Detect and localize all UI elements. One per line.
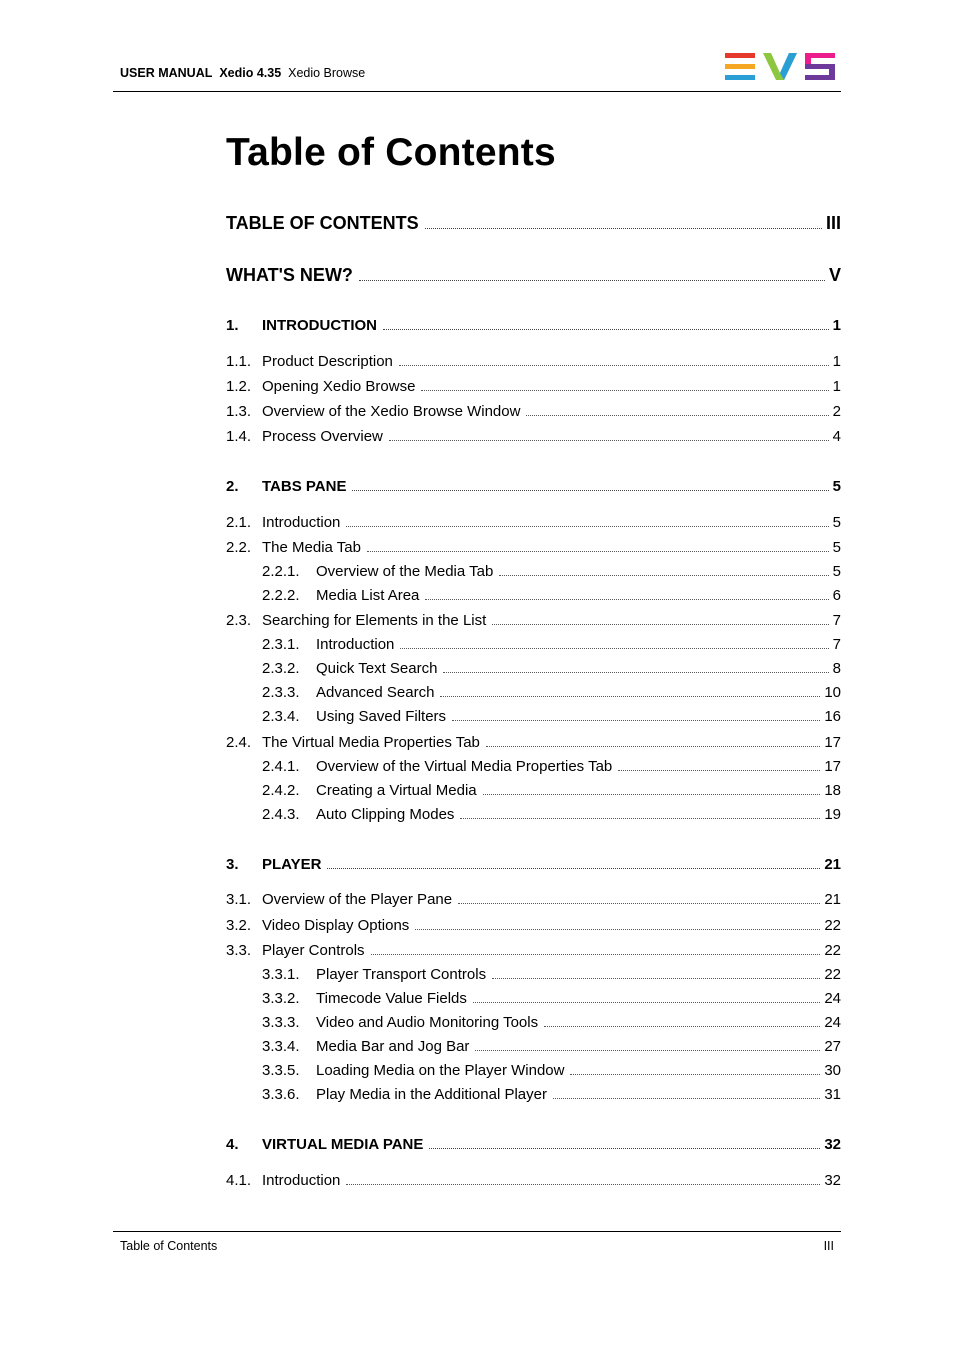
header-product: Xedio 4.35	[219, 66, 282, 80]
toc-entry-number: 2.4.2.	[262, 782, 300, 799]
toc-entry-number: 3.3.3.	[262, 1014, 300, 1031]
toc-entry[interactable]	[226, 563, 841, 580]
toc-leader-dots	[443, 671, 828, 673]
toc-leader-dots	[425, 598, 828, 600]
toc-entry[interactable]	[226, 378, 841, 395]
toc-entry-number: 1.4.	[226, 428, 252, 445]
toc-leader-dots	[452, 719, 820, 721]
toc-leader-dots	[526, 414, 828, 416]
toc-leader-dots	[570, 1073, 820, 1075]
toc-entry[interactable]	[226, 734, 841, 751]
toc-entry-title: Video and Audio Monitoring Tools	[316, 1014, 539, 1031]
toc-entry-title: Product Description	[262, 353, 393, 370]
page-header	[113, 0, 841, 92]
toc-entry-title: VIRTUAL MEDIA PANE	[262, 1136, 424, 1153]
toc-entry-title: The Media Tab	[262, 539, 361, 556]
toc-entry[interactable]	[226, 1014, 841, 1031]
toc-entry-page: 1	[832, 317, 841, 334]
toc-entry-page: 17	[824, 758, 841, 775]
toc-leader-dots	[327, 867, 820, 869]
toc-entry[interactable]	[226, 966, 841, 983]
toc-leader-dots	[400, 647, 828, 649]
page-title: Table of Contents	[226, 131, 556, 174]
toc-entry[interactable]	[226, 1062, 841, 1079]
toc-entry-title: Overview of the Xedio Browse Window	[262, 403, 521, 420]
toc-entry-title: Media List Area	[316, 587, 420, 604]
toc-entry-number: 3.3.	[226, 942, 252, 959]
toc-entry-page: 2	[832, 403, 841, 420]
toc-entry-title: Video Display Options	[262, 917, 410, 934]
toc-entry-title: Introduction	[262, 514, 341, 531]
toc-entry-number: 1.	[226, 317, 239, 334]
toc-entry-number: 3.3.6.	[262, 1086, 300, 1103]
toc-entry-number: 2.3.4.	[262, 708, 300, 725]
toc-entry-title: Auto Clipping Modes	[316, 806, 455, 823]
toc-entry-number: 2.4.1.	[262, 758, 300, 775]
toc-entry[interactable]	[226, 917, 841, 934]
toc-entry-page: 1	[832, 378, 841, 395]
toc-entry-number: 2.2.	[226, 539, 252, 556]
toc-entry-page: 16	[824, 708, 841, 725]
toc-leader-dots	[618, 769, 820, 771]
toc-entry-number: 3.1.	[226, 891, 252, 908]
toc-entry[interactable]	[226, 514, 841, 531]
toc-leader-dots	[346, 525, 828, 527]
toc-entry-page: 24	[824, 990, 841, 1007]
toc-entry-number: 2.2.1.	[262, 563, 300, 580]
toc-entry[interactable]	[226, 636, 841, 653]
toc-entry-title: Opening Xedio Browse	[262, 378, 416, 395]
toc-entry-title: Play Media in the Additional Player	[316, 1086, 547, 1103]
toc-entry-title: PLAYER	[262, 856, 322, 873]
toc-entry[interactable]	[226, 990, 841, 1007]
toc-entry-number: 2.2.2.	[262, 587, 300, 604]
toc-entry[interactable]	[226, 478, 841, 495]
toc-entry-number: 2.4.3.	[262, 806, 300, 823]
toc-entry-title: Using Saved Filters	[316, 708, 447, 725]
footer-section-title: Table of Contents	[120, 1239, 218, 1253]
toc-entry-title: Quick Text Search	[316, 660, 438, 677]
toc-entry-title: WHAT'S NEW?	[226, 265, 353, 285]
toc-leader-dots	[440, 695, 820, 697]
toc-entry-number: 2.3.2.	[262, 660, 300, 677]
page-footer	[113, 1231, 841, 1253]
toc-entry[interactable]	[226, 782, 841, 799]
toc-entry-title: TABLE OF CONTENTS	[226, 213, 419, 233]
toc-leader-dots	[415, 928, 820, 930]
toc-entry-page: 5	[832, 539, 841, 556]
toc-entry[interactable]	[226, 428, 841, 445]
toc-entry[interactable]	[226, 317, 841, 334]
toc-entry-title: Introduction	[316, 636, 395, 653]
toc-leader-dots	[371, 953, 821, 955]
toc-entry[interactable]	[226, 806, 841, 823]
toc-entry-title: Advanced Search	[316, 684, 435, 701]
toc-entry-page: 18	[824, 782, 841, 799]
toc-entry-page: 19	[824, 806, 841, 823]
toc-leader-dots	[346, 1183, 820, 1185]
toc-leader-dots	[460, 817, 820, 819]
header-module: Xedio Browse	[288, 66, 366, 80]
toc-entry-number: 1.1.	[226, 353, 252, 370]
header-doc-type: USER MANUAL	[120, 66, 213, 80]
toc-entry-title: Searching for Elements in the List	[262, 612, 487, 629]
toc-entry-title: Process Overview	[262, 428, 383, 445]
toc-entry-title: INTRODUCTION	[262, 317, 377, 334]
toc-entry-page: 5	[832, 563, 841, 580]
toc-entry-page: 6	[832, 587, 841, 604]
toc-entry-number: 1.3.	[226, 403, 252, 420]
toc-entry-page: 30	[824, 1062, 841, 1079]
toc-entry-number: 3.3.2.	[262, 990, 300, 1007]
toc-entry-title: Media Bar and Jog Bar	[316, 1038, 470, 1055]
toc-entry-number: 1.2.	[226, 378, 252, 395]
toc-entry-page: 10	[824, 684, 841, 701]
toc-entry-title: Player Controls	[262, 942, 365, 959]
toc-entry-page: 24	[824, 1014, 841, 1031]
toc-entry[interactable]	[226, 587, 841, 604]
toc-leader-dots	[473, 1001, 820, 1003]
toc-entry[interactable]	[226, 891, 841, 908]
toc-entry-number: 2.4.	[226, 734, 252, 751]
toc-leader-dots	[429, 1147, 820, 1149]
toc-entry-title: Player Transport Controls	[316, 966, 487, 983]
toc-entry[interactable]	[226, 353, 841, 370]
toc-entry-number: 2.3.3.	[262, 684, 300, 701]
toc-entry-number: 3.3.1.	[262, 966, 300, 983]
toc-entry-page: III	[825, 213, 841, 233]
toc-entry-page: 22	[824, 942, 841, 959]
toc-entry-page: 21	[824, 891, 841, 908]
toc-entry[interactable]	[226, 708, 841, 725]
toc-leader-dots	[389, 439, 829, 441]
toc-entry[interactable]	[226, 1136, 841, 1153]
toc-entry-title: Creating a Virtual Media	[316, 782, 477, 799]
toc-entry[interactable]	[226, 213, 841, 234]
evs-logo	[725, 53, 835, 81]
toc-entry[interactable]	[226, 684, 841, 701]
toc-entry[interactable]	[226, 539, 841, 556]
toc-leader-dots	[367, 550, 829, 552]
toc-entry-number: 3.2.	[226, 917, 252, 934]
toc-entry-number: 2.1.	[226, 514, 252, 531]
toc-entry-page: 8	[832, 660, 841, 677]
toc-entry-title: Overview of the Media Tab	[316, 563, 494, 580]
toc-leader-dots	[352, 489, 828, 491]
toc-leader-dots	[492, 623, 828, 625]
toc-leader-dots	[383, 328, 829, 330]
toc-entry-page: 5	[832, 514, 841, 531]
toc-leader-dots	[553, 1097, 820, 1099]
toc-entry-page: 31	[824, 1086, 841, 1103]
toc-entry-number: 3.	[226, 856, 239, 873]
toc-entry-title: Introduction	[262, 1172, 341, 1189]
toc-entry-page: 5	[832, 478, 841, 495]
toc-entry[interactable]	[226, 856, 841, 873]
toc-leader-dots	[499, 574, 828, 576]
toc-entry-page: V	[828, 265, 841, 285]
toc-entry-page: 17	[824, 734, 841, 751]
toc-entry[interactable]	[226, 942, 841, 959]
toc-entry-title: The Virtual Media Properties Tab	[262, 734, 480, 751]
toc-entry-page: 27	[824, 1038, 841, 1055]
toc-entry-number: 2.3.	[226, 612, 252, 629]
toc-leader-dots	[486, 745, 820, 747]
toc-leader-dots	[421, 389, 828, 391]
toc-entry-number: 4.1.	[226, 1172, 252, 1189]
header-text	[120, 66, 365, 80]
toc-leader-dots	[399, 364, 829, 366]
footer-page-number: III	[823, 1239, 834, 1253]
toc-entry-title: Loading Media on the Player Window	[316, 1062, 565, 1079]
toc-entry-page: 22	[824, 966, 841, 983]
toc-leader-dots	[359, 279, 825, 281]
toc-entry[interactable]	[226, 1172, 841, 1189]
toc-entry-page: 7	[832, 636, 841, 653]
toc-leader-dots	[492, 977, 820, 979]
toc-entry[interactable]	[226, 265, 841, 286]
toc-leader-dots	[425, 227, 822, 229]
toc-entry-number: 2.3.1.	[262, 636, 300, 653]
toc-entry[interactable]	[226, 758, 841, 775]
toc-leader-dots	[483, 793, 821, 795]
toc-entry-page: 21	[824, 856, 841, 873]
toc-entry-page: 32	[824, 1172, 841, 1189]
toc-entry-title: Overview of the Virtual Media Properties Tab	[316, 758, 613, 775]
toc-entry-title: Overview of the Player Pane	[262, 891, 453, 908]
toc-entry[interactable]	[226, 612, 841, 629]
toc-entry-title: TABS PANE	[262, 478, 347, 495]
toc-leader-dots	[544, 1025, 820, 1027]
toc-entry-number: 2.	[226, 478, 239, 495]
toc-entry[interactable]	[226, 660, 841, 677]
toc-entry[interactable]	[226, 1038, 841, 1055]
toc-entry-number: 3.3.4.	[262, 1038, 300, 1055]
toc-leader-dots	[475, 1049, 820, 1051]
toc-entry-number: 4.	[226, 1136, 239, 1153]
toc-leader-dots	[458, 902, 820, 904]
toc-entry-page: 1	[832, 353, 841, 370]
toc-entry-page: 32	[824, 1136, 841, 1153]
toc-entry-page: 22	[824, 917, 841, 934]
toc-entry-page: 7	[832, 612, 841, 629]
toc-entry[interactable]	[226, 403, 841, 420]
toc-entry-page: 4	[832, 428, 841, 445]
toc-entry-title: Timecode Value Fields	[316, 990, 467, 1007]
toc-entry[interactable]	[226, 1086, 841, 1103]
toc-entry-number: 3.3.5.	[262, 1062, 300, 1079]
